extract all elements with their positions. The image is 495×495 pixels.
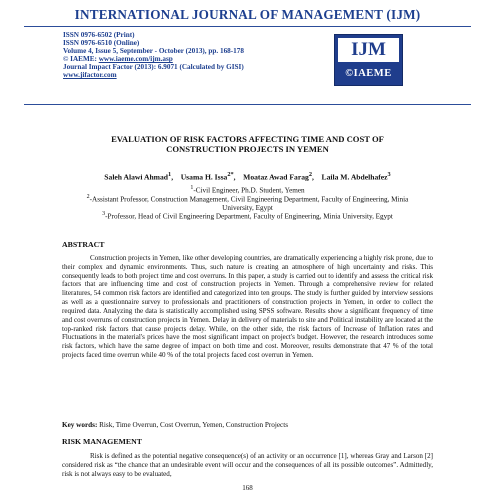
- copyright-line: [63, 55, 244, 63]
- affiliation-3: [30, 210, 465, 221]
- impact-factor: Journal Impact Factor (2013): 6.9071 (Calculated by GISI): [63, 63, 244, 72]
- section-heading: RISK MANAGEMENT: [62, 437, 142, 446]
- jifactor-link[interactable]: www.jifactor.com: [63, 71, 117, 80]
- paper-title-line-2: CONSTRUCTION PROJECTS IN YEMEN: [166, 144, 329, 154]
- page-number: 168: [242, 484, 253, 492]
- author-name: Saleh Alawi Ahmad: [104, 172, 169, 182]
- logo-iaeme-text: ©IAEME: [345, 68, 392, 79]
- journal-meta: [63, 31, 244, 80]
- author-superscript: 1: [168, 171, 172, 178]
- journal-website-link[interactable]: www.iaeme.com/ijm.asp: [98, 55, 173, 64]
- author-separator: ,: [233, 172, 236, 182]
- author-separator: ,: [171, 172, 174, 182]
- abstract-heading: ABSTRACT: [62, 240, 105, 249]
- author-superscript: 3: [387, 171, 391, 178]
- journal-logo: [334, 34, 403, 86]
- author-name: Usama H. Issa: [180, 172, 228, 182]
- keywords-line: [62, 421, 288, 429]
- section-body: Risk is defined as the potential negative consequence(s) of an activity or an occurrence [1], whereas Gray and Larson [2] considered risk as “the chance that an undesirable event will occur and the consequences of all its possible outcomes”. Admittedly, risk is not always easy to be evaluated,: [62, 452, 433, 478]
- paper-title-line-1: EVALUATION OF RISK FACTORS AFFECTING TIME AND COST OF: [111, 134, 384, 144]
- author-superscript: 2: [308, 171, 312, 178]
- paper-title: [40, 134, 455, 154]
- header-rule-top: [24, 26, 471, 27]
- copyright-prefix: © IAEME:: [63, 55, 99, 64]
- author-superscript: 2*: [227, 171, 234, 178]
- issn-print: ISSN 0976-6502 (Print): [63, 31, 135, 39]
- keywords-text: Risk, Time Overrun, Cost Overrun, Yemen, Construction Projects: [97, 421, 289, 429]
- author-list: [0, 171, 495, 182]
- logo-ijm-text: IJM: [338, 38, 399, 62]
- affiliation-superscript: 3: [102, 211, 106, 217]
- abstract-body: Construction projects in Yemen, like other developing countries, are dramatically experiencing a highly risk prone, due to their complex and dynamic environments. Thus, such nature is creating an atmosphere of high uncertainty and risks. This consequently leads to both project time and cost overruns. In this paper, a study is carried out to identify and assess the critical risk factors that are influencing time and cost of construction projects in Yemen. Through a comprehensive review for related literatures, 54 common risk factors are identified and categorized into ten groups. The study is further guided by interview sessions as well as a questionnaire survey to professionals and practitioners of construction projects in Yemen, in order to collect the required data. Analyzing the data is statistically accomplished using SPSS software. Results show a significant frequency of time and cost overruns of construction projects in Yemen. Delay in delivery of materials to site and Political instability are located at the top-ranked risk factors that cause projects delay. While, on the other side, the risk factors of Increase of Inflation rates and Fluctuations in the material's prices have the most significant impact on project's budget. However, the research introduces some risk factors, which have the same degree of impact on both time and cost. Moreover, results demonstrate that 47 % of the total projects faced time overrun while 40 % of the total projects faced cost overrun in Yemen.: [62, 254, 433, 359]
- author-separator: ,: [312, 172, 314, 182]
- keywords-label: Key words:: [62, 421, 98, 429]
- author-name: Laila M. Abdelhafez: [321, 172, 388, 182]
- volume-info: Volume 4, Issue 5, September - October (2013), pp. 168-178: [63, 47, 244, 56]
- journal-title: INTERNATIONAL JOURNAL OF MANAGEMENT (IJM): [74, 7, 421, 22]
- affiliation-text: -Professor, Head of Civil Engineering Department, Faculty of Engineering, Minia University, Egypt: [105, 212, 393, 221]
- issn-online: ISSN 0976-6510 (Online): [63, 39, 140, 48]
- header-rule-bottom: [24, 104, 471, 105]
- author-name: Moataz Awad Farag: [243, 172, 309, 182]
- affiliation-superscript: 2: [86, 194, 90, 200]
- affiliation-superscript: 1: [190, 185, 194, 191]
- affiliation-text: -Civil Engineer, Ph.D. Student, Yemen: [193, 186, 305, 195]
- affiliation-text: -Assistant Professor, Construction Management, Civil Engineering Department, Faculty of Engineering, Minia University, Egypt: [89, 195, 409, 212]
